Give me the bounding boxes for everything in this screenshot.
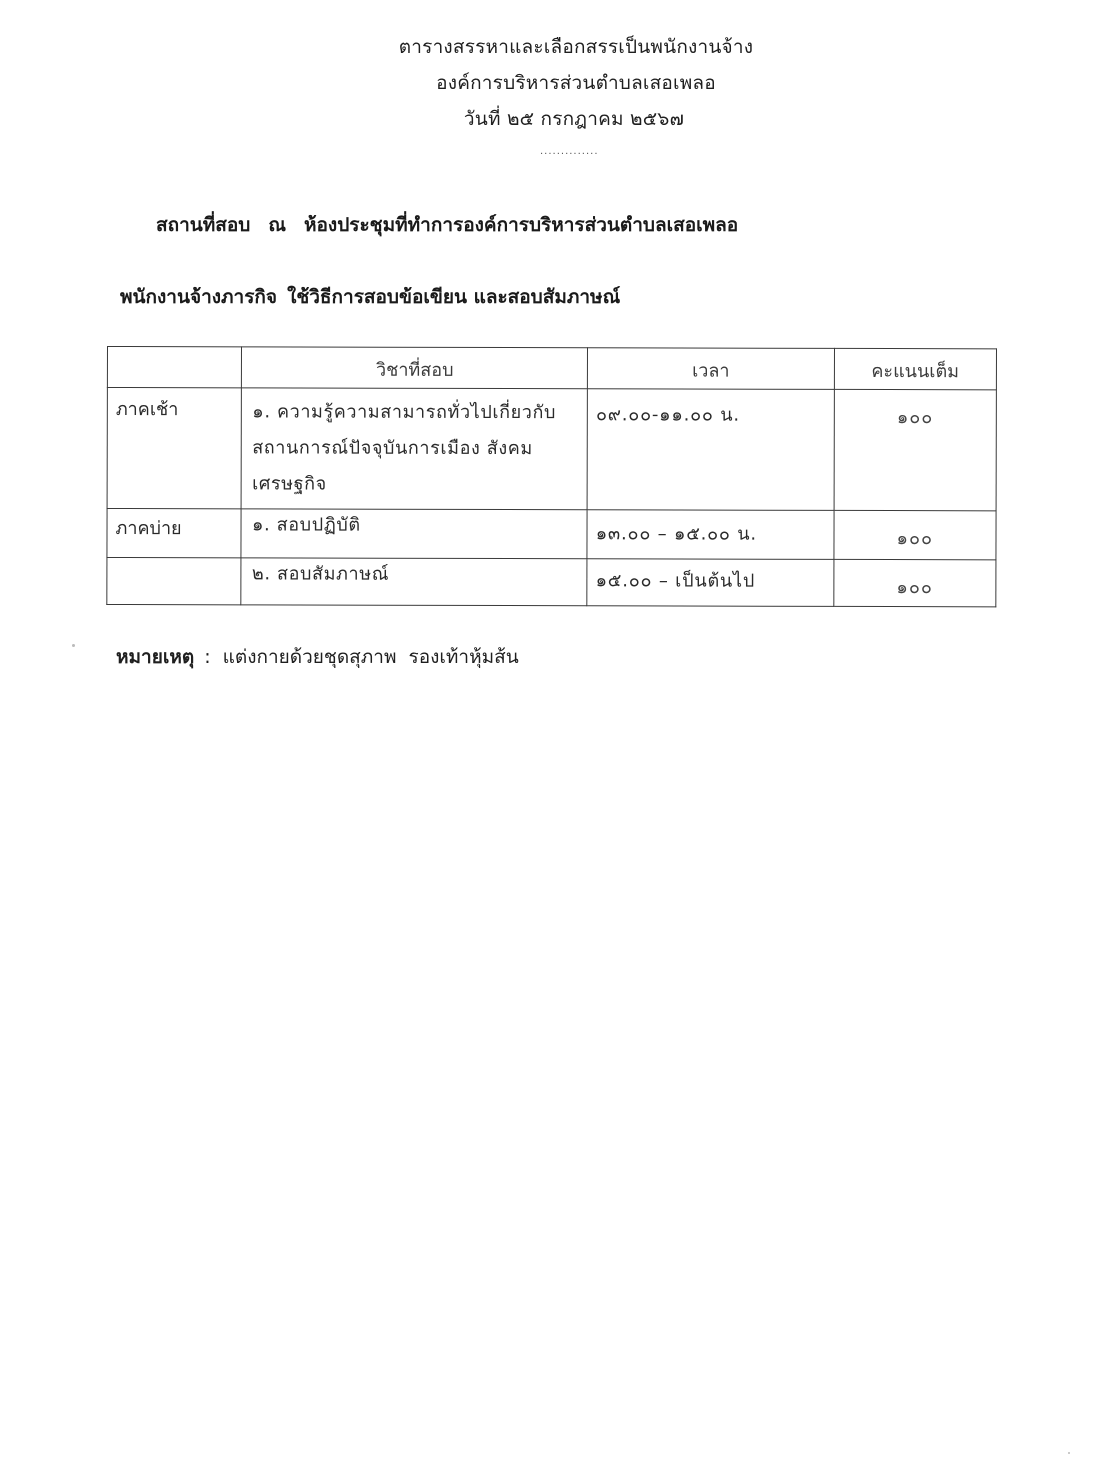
score-cell: ๑๐๐ bbox=[834, 389, 997, 510]
period-cell bbox=[107, 558, 242, 605]
header-separator: .............. bbox=[540, 146, 599, 157]
exam-schedule-table bbox=[106, 346, 997, 607]
scan-speck bbox=[72, 644, 75, 647]
organization-name: องค์การบริหารส่วนตำบลเสอเพลอ bbox=[436, 72, 716, 94]
period-cell: ภาคเช้า bbox=[107, 388, 242, 509]
score-cell: ๑๐๐ bbox=[833, 510, 996, 559]
scan-speck bbox=[1068, 1452, 1070, 1454]
period-cell: ภาคบ่าย bbox=[107, 509, 242, 558]
subject-cell: ๒. สอบสัมภาษณ์ bbox=[241, 558, 587, 606]
venue-label: สถานที่สอบ bbox=[156, 214, 251, 236]
venue-line bbox=[156, 212, 738, 238]
remark-line bbox=[116, 644, 519, 670]
header-score: คะแนนเต็ม bbox=[834, 348, 997, 389]
exam-method: ใช้วิธีการสอบข้อเขียน และสอบสัมภาษณ์ bbox=[287, 286, 621, 308]
document-title: ตารางสรรหาและเลือกสรรเป็นพนักงานจ้าง bbox=[398, 36, 754, 58]
subject-cell: ๑. สอบปฏิบัติ bbox=[241, 509, 587, 559]
header-period bbox=[107, 347, 242, 388]
table-row bbox=[107, 509, 996, 560]
remark-label: หมายเหตุ bbox=[116, 646, 195, 668]
remark-separator: : bbox=[204, 646, 211, 668]
position-name: พนักงานจ้างภารกิจ bbox=[120, 286, 278, 308]
exam-method-line bbox=[120, 284, 620, 310]
remark-dress-code: แต่งกายด้วยชุดสุภาพ bbox=[222, 646, 397, 668]
header-subject: วิชาที่สอบ bbox=[242, 347, 588, 389]
remark-shoes: รองเท้าหุ้มส้น bbox=[408, 646, 519, 668]
time-cell: ๑๕.๐๐ – เป็นต้นไป bbox=[587, 559, 833, 607]
venue-prefix: ณ bbox=[268, 214, 286, 236]
time-cell: ๑๓.๐๐ – ๑๕.๐๐ น. bbox=[587, 510, 833, 560]
venue-place: ห้องประชุมที่ทำการองค์การบริหารส่วนตำบลเสอเพลอ bbox=[304, 214, 739, 236]
subject-cell: ๑. ความรู้ความสามารถทั่วไปเกี่ยวกับสถานการณ์ปัจจุบันการเมือง สังคม เศรษฐกิจ bbox=[242, 388, 588, 510]
table-row bbox=[107, 558, 996, 607]
time-cell: ๐๙.๐๐-๑๑.๐๐ น. bbox=[587, 389, 834, 511]
table-row bbox=[107, 388, 996, 511]
header-time: เวลา bbox=[588, 348, 834, 390]
score-cell: ๑๐๐ bbox=[833, 559, 996, 606]
document-date: วันที่ ๒๕ กรกฎาคม ๒๕๖๗ bbox=[463, 108, 685, 130]
table-header-row bbox=[107, 347, 996, 390]
